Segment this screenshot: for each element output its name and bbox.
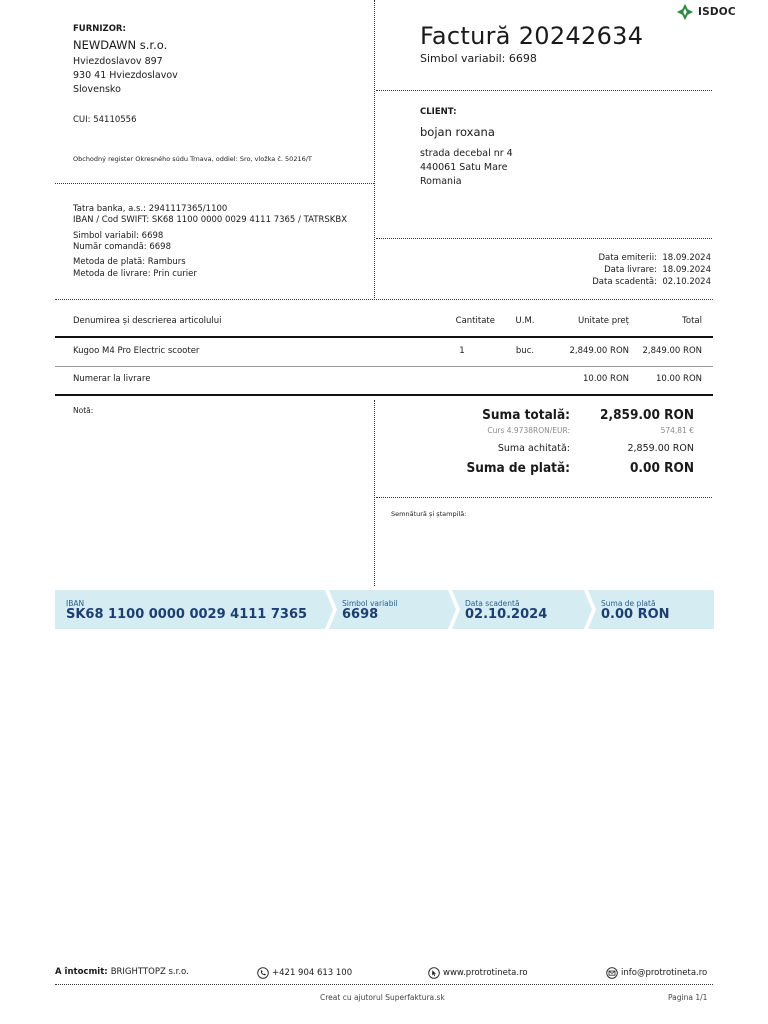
supplier-address-line: Slovensko [73,84,121,95]
note-label: Notă: [73,406,94,415]
footer-created-with: Creat cu ajutorul Superfaktura.sk [320,993,445,1002]
table-row [55,346,713,367]
email-icon [606,967,618,979]
client-name: bojan roxana [420,125,495,139]
client-address-line: strada decebal nr 4 [420,148,513,159]
date-value: 18.09.2024 [662,265,711,275]
payment-label: Suma de plată [601,599,656,608]
header-unit-price: Unitate preț [577,316,629,326]
payment-value: SK68 1100 0000 0029 4111 7365 [66,607,308,622]
row-divider [55,366,713,367]
date-label: Data livrare: [604,265,657,275]
date-row-issued [560,252,711,264]
date-row-delivery [560,264,711,276]
footer-divider [55,984,713,985]
payment-summary-bar [55,590,714,629]
totals-block [380,407,694,478]
bank-iban: IBAN / Cod SWIFT: SK68 1100 0000 0029 4111 7365 / TATRSKBX [73,215,348,225]
row-total: 2,849.00 RON [642,346,702,356]
invoice-title: Factură 20242634 [420,22,644,50]
footer-website-link[interactable]: www.protrotineta.ro [443,968,528,978]
exchange-rate-value: 574,81 € [660,426,694,435]
supplier-address-line: 930 41 Hviezdoslavov [73,70,178,81]
footer-email-link[interactable]: info@protrotineta.ro [621,968,708,978]
payment-method: Metoda de plată: Ramburs [73,257,186,267]
items-table-header [55,310,713,338]
client-address [420,147,710,189]
isdoc-logo [676,2,736,22]
total-label: Suma totală: [482,407,570,423]
header-unit: U.M. [515,316,535,326]
client-label: CLIENT: [420,107,457,117]
total-row [380,407,694,426]
row-description: Kugoo M4 Pro Electric scooter [73,346,200,356]
phone-icon [257,967,269,979]
signature-label: Semnătură și ștampilă: [391,510,467,518]
supplier-address-line: Hviezdoslavov 897 [73,56,163,67]
supplier-address [73,55,363,97]
paid-row [380,443,694,460]
row-total: 10.00 RON [656,374,702,384]
row-unit: buc. [515,346,535,356]
isdoc-logo-text: ISDOC [698,6,736,18]
date-value: 02.10.2024 [662,277,711,287]
header-total: Total [682,316,702,326]
supplier-name: NEWDAWN s.r.o. [73,38,168,52]
invoice-dates [560,252,711,288]
payment-label: Data scadentă [465,599,520,608]
footer-phone-number: +421 904 613 100 [272,968,353,978]
row-quantity: 1 [459,346,465,356]
client-address-line: 440061 Satu Mare [420,162,508,173]
cursor-link-icon [428,967,440,979]
header-bottom-divider [55,299,713,300]
client-divider [376,238,712,239]
client-address-line: Romania [420,176,462,187]
payment-segment-variable-symbol [342,590,442,629]
paid-label: Suma achitată: [497,443,570,454]
row-unit-price: 2,849.00 RON [569,346,629,356]
row-unit-price: 10.00 RON [583,374,629,384]
footer-phone [257,967,352,979]
payment-segment-amount-due [601,590,711,629]
payment-label: IBAN [66,599,85,608]
footer-issued-by-name: BRIGHTTOPZ s.r.o. [110,967,189,977]
header-description: Denumirea și descrierea articolului [73,316,222,326]
payment-segment-due-date [465,590,580,629]
payment-value: 6698 [342,607,379,622]
table-row [55,374,713,395]
bank-details [73,204,373,280]
payment-value: 02.10.2024 [465,607,548,622]
order-number: Număr comandă: 6698 [73,242,171,252]
payment-segment-iban [55,590,325,629]
payment-value: 0.00 RON [601,607,670,622]
footer-website[interactable] [428,967,528,979]
footer-contacts [55,967,713,981]
supplier-register: Obchodný register Okresného súdu Trnava, oddiel: Sro, vložka č. 50216/T [73,155,312,163]
supplier-label: FURNIZOR: [73,24,126,34]
amount-due-row [380,460,694,478]
total-value: 2,859.00 RON [600,407,694,423]
delivery-method: Metoda de livrare: Prin curier [73,269,197,279]
footer-email[interactable] [606,967,707,979]
supplier-divider [55,183,374,184]
footer-page-number: Pagina 1/1 [668,993,708,1002]
totals-vertical-divider [374,400,375,586]
table-bottom-border [55,394,713,396]
paid-value: 2,859.00 RON [627,443,694,454]
exchange-rate-label: Curs 4.9738RON/EUR: [487,426,570,435]
date-label: Data emiterii: [598,253,657,263]
row-description: Numerar la livrare [73,374,151,384]
bank-account: Tatra banka, a.s.: 2941117365/1100 [73,204,228,214]
isdoc-logo-icon [676,3,694,21]
footer-issued-by [55,967,189,977]
payment-label: Simbol variabil [342,599,398,608]
date-value: 18.09.2024 [662,253,711,263]
client-block [420,107,710,189]
amount-due-value: 0.00 RON [629,460,694,476]
date-row-due [560,276,711,288]
invoice-variable-symbol: Simbol variabil: 6698 [420,52,537,65]
bank-variable-symbol: Simbol variabil: 6698 [73,231,164,241]
amount-due-label: Suma de plată: [466,460,570,476]
header-quantity: Cantitate [455,316,495,326]
header-vertical-divider [374,0,375,298]
exchange-rate-row [380,426,694,443]
footer-issued-by-label: A întocmit: [55,967,108,977]
totals-divider [376,497,712,498]
supplier-cui: CUI: 54110556 [73,115,137,125]
date-label: Data scadentă: [592,277,657,287]
title-divider [376,90,712,91]
supplier-block [73,24,363,163]
